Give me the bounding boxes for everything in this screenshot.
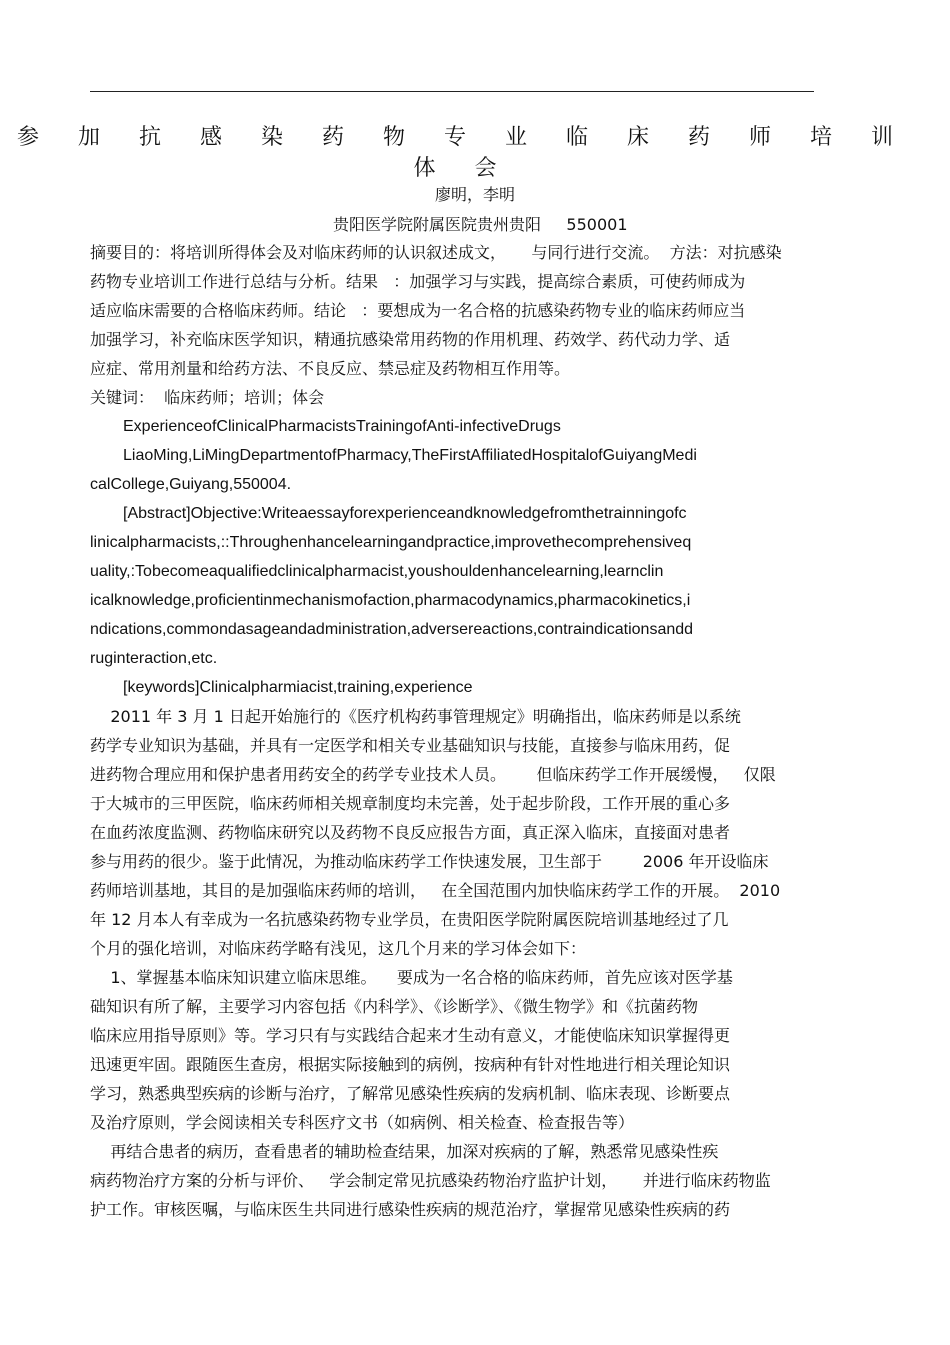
english-authors-cont: calCollege,Guiyang,550004.: [90, 476, 292, 493]
body-line: 学习，熟悉典型疾病的诊断与治疗，了解常见感染性疾病的发病机制、临床表现、诊断要点: [90, 1084, 731, 1103]
authors: 廖明，李明: [434, 185, 515, 204]
english-keywords: [keywords]Clinicalpharmiacist,training,experience: [123, 679, 473, 696]
body-line: 及治疗原则，学会阅读相关专科医疗文书（如病例、相关检查、检查报告等）: [90, 1113, 635, 1132]
body-line: 护工作。审核医嘱，与临床医生共同进行感染性疾病的规范治疗，掌握常见感染性疾病的药: [90, 1200, 731, 1219]
english-abstract-line: icalknowledge,proficientinmechanismofaction,pharmacodynamics,pharmacokinetics,i: [90, 592, 691, 609]
abstract-cn-line: 药物专业培训工作进行总结与分析。结果 ：加强学习与实践，提高综合素质，可使药师成为: [90, 272, 746, 291]
body-line: 药学专业知识为基础，并具有一定医学和相关专业基础知识与技能，直接参与临床用药，促: [90, 736, 731, 755]
paper-title: 参 加 抗 感 染 药 物 专 业 临 床 药 师 培 训 体 会: [17, 125, 909, 181]
body-line: 临床应用指导原则》等。学习只有与实践结合起来才生动有意义，才能使临床知识掌握得更: [90, 1026, 731, 1045]
affiliation: 贵阳医学院附属医院贵州贵阳 550001: [333, 215, 628, 234]
body-line: 于大城市的三甲医院，临床药师相关规章制度均未完善，处于起步阶段，工作开展的重心多: [90, 794, 731, 813]
abstract-cn-line: 加强学习，补充临床医学知识，精通抗感染常用药物的作用机理、药效学、药代动力学、适: [90, 330, 731, 349]
body-line: 药师培训基地，其目的是加强临床药师的培训， 在全国范围内加快临床药学工作的开展。 2010: [90, 881, 781, 900]
english-abstract-line: ndications,commondasageandadministration,adversereactions,contraindicationsandd: [90, 621, 694, 638]
body-line: 2011 年 3 月 1 日起开始施行的《医疗机构药事管理规定》明确指出，临床药师是以系统: [90, 707, 741, 726]
english-abstract-line: linicalpharmacists,::Throughenhancelearningandpractice,improvethecomprehensiveq: [90, 534, 692, 551]
body-line: 在血药浓度监测、药物临床研究以及药物不良反应报告方面，真正深入临床，直接面对患者: [90, 823, 731, 842]
body-line: 再结合患者的病历，查看患者的辅助检查结果，加深对疾病的了解，熟悉常见感染性疾: [90, 1142, 719, 1161]
body-line: 病药物治疗方案的分析与评价、 学会制定常见抗感染药物治疗监护计划， 并进行临床药物监: [90, 1171, 771, 1190]
english-authors: LiaoMing,LiMingDepartmentofPharmacy,TheFirstAffiliatedHospitalofGuiyangMedi: [123, 447, 697, 464]
body-line: 1、掌握基本临床知识建立临床思维。 要成为一名合格的临床药师，首先应该对医学基: [90, 968, 733, 987]
english-title: ExperienceofClinicalPharmacistsTrainingofAnti-infectiveDrugs: [123, 418, 561, 435]
abstract-cn-line: 适应临床需要的合格临床药师。结论 ：要想成为一名合格的抗感染药物专业的临床药师应当: [90, 301, 746, 320]
abstract-cn-line: 摘要目的：将培训所得体会及对临床药师的认识叙述成文， 与同行进行交流。 方法：对抗感染: [90, 243, 782, 262]
body-line: 年 12 月本人有幸成为一名抗感染药物专业学员，在贵阳医学院附属医院培训基地经过了几: [90, 910, 729, 929]
header-rule: [90, 91, 814, 92]
abstract-cn-line: 应症、常用剂量和给药方法、不良反应、禁忌症及药物相互作用等。: [90, 359, 571, 378]
body-line: 个月的强化培训，对临床药学略有浅见，这几个月来的学习体会如下：: [90, 939, 587, 958]
body-line: 进药物合理应用和保护患者用药安全的药学专业技术人员。 但临床药学工作开展缓慢， 仅限: [90, 765, 776, 784]
english-abstract-line: uality,:Tobecomeaqualifiedclinicalpharmacist,youshouldenhancelearning,learnclin: [90, 563, 664, 580]
body-line: 础知识有所了解，主要学习内容包括《内科学》、《诊断学》、《微生物学》和《抗菌药物: [90, 997, 699, 1016]
english-abstract-line: ruginteraction,etc.: [90, 650, 218, 667]
keywords-cn: 关键词： 临床药师；培训；体会: [90, 388, 325, 407]
body-line: 迅速更牢固。跟随医生查房，根据实际接触到的病例，按病种有针对性地进行相关理论知识: [90, 1055, 731, 1074]
body-line: 参与用药的很少。鉴于此情况，为推动临床药学工作快速发展，卫生部于 2006 年开设临床: [90, 852, 769, 871]
english-abstract-line: [Abstract]Objective:Writeaessayforexperienceandknowledgefromthetrainningofc: [123, 505, 687, 522]
